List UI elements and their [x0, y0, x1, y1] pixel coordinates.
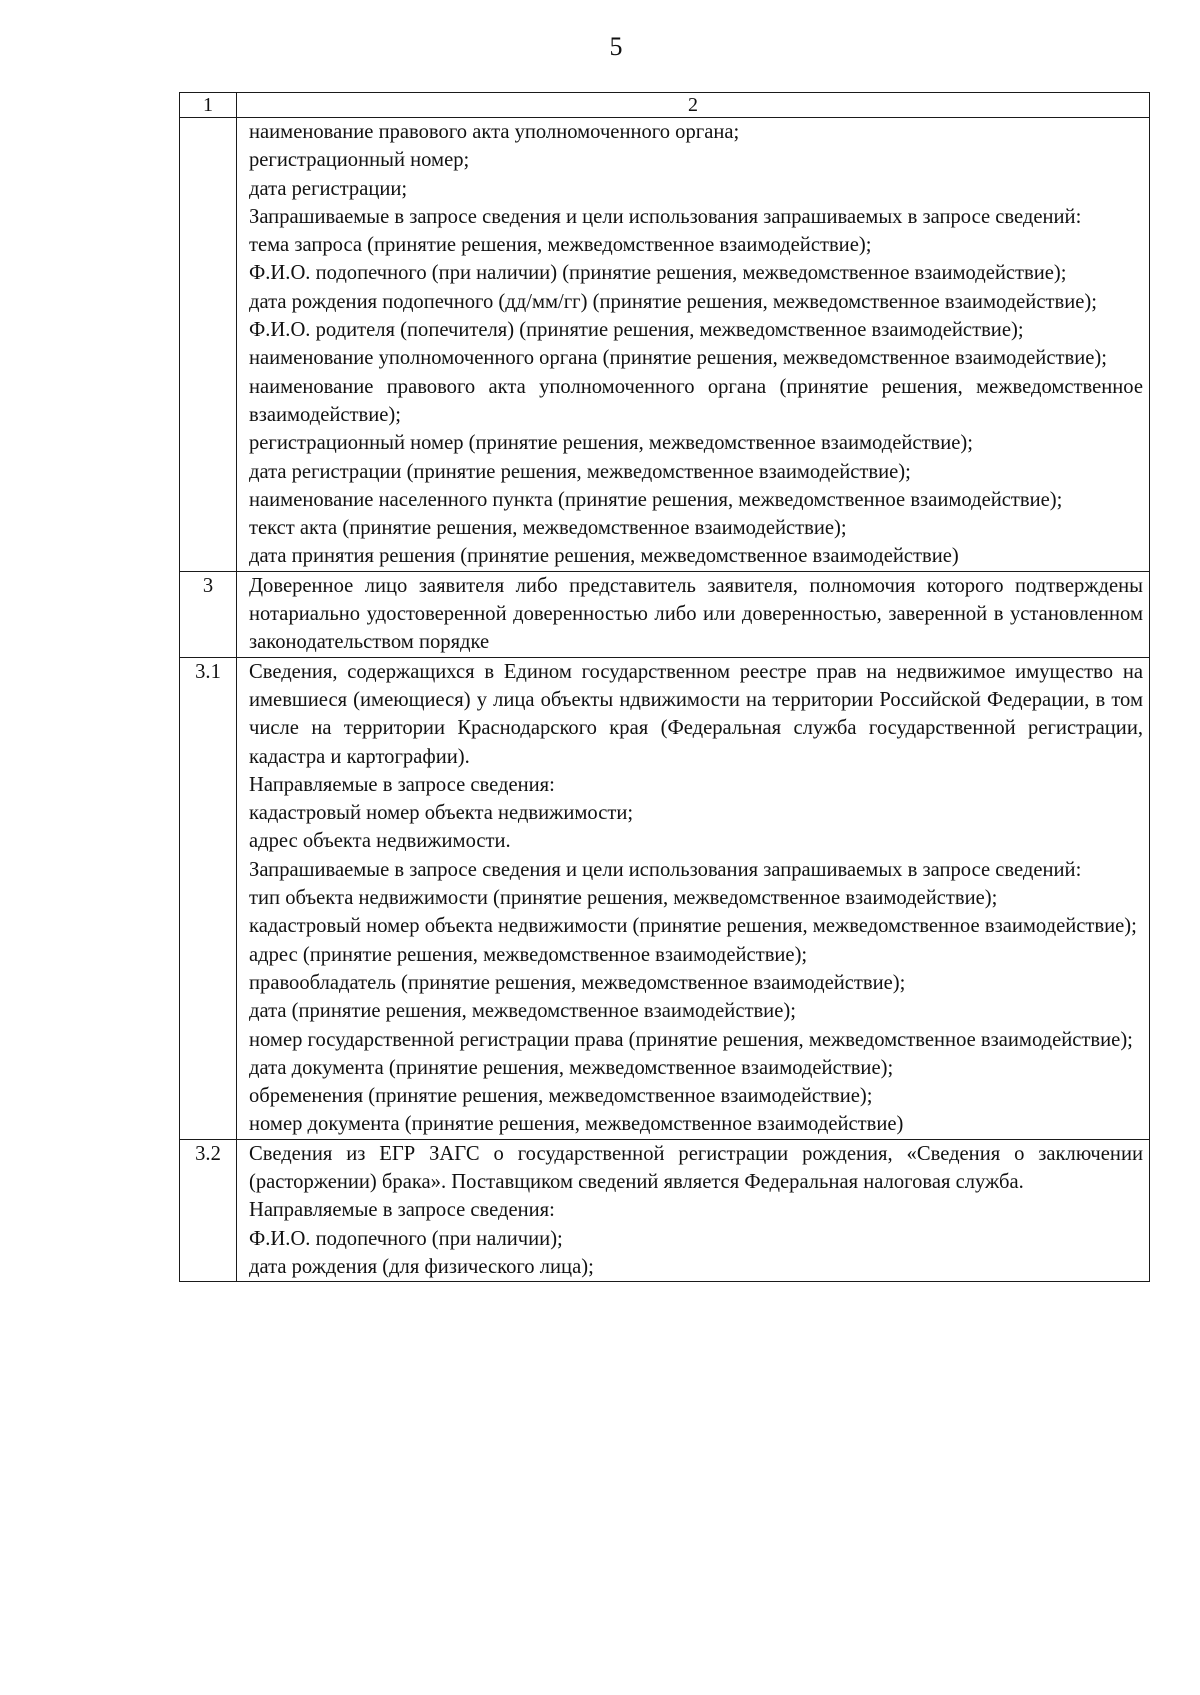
table-row [180, 657, 1150, 1139]
column-number-1: 1 [180, 93, 237, 118]
text-line: номер документа (принятие решения, межведомственное взаимодействие) [249, 1113, 904, 1136]
text-line: Ф.И.О. подопечного (при наличии) (принятие решения, межведомственное взаимодействие); [249, 262, 1067, 285]
row-number-cell: 3 [180, 571, 237, 657]
text-line: Ф.И.О. подопечного (при наличии); [249, 1227, 563, 1250]
text-line: тема запроса (принятие решения, межведомственное взаимодействие); [249, 234, 872, 257]
row-number-cell [180, 118, 237, 572]
text-line: адрес объекта недвижимости. [249, 830, 511, 853]
text-line: Запрашиваемые в запросе сведения и цели использования запрашиваемых в запросе сведений: [249, 858, 1082, 881]
table-row [180, 571, 1150, 657]
text-line: адрес (принятие решения, межведомственное взаимодействие); [249, 943, 808, 966]
text-line: дата рождения (для физического лица); [249, 1255, 594, 1278]
text-line: номер государственной регистрации права (принятие решения, межведомственное взаимодействие); [249, 1028, 1133, 1051]
text-line: наименование населенного пункта (принятие решения, межведомственное взаимодействие); [249, 488, 1063, 511]
text-line: дата принятия решения (принятие решения, межведомственное взаимодействие) [249, 545, 959, 568]
text-line: регистрационный номер (принятие решения, межведомственное взаимодействие); [249, 432, 973, 455]
text-line: текст акта (принятие решения, межведомственное взаимодействие); [249, 517, 847, 540]
text-line: Доверенное лицо заявителя либо представитель заявителя, полномочия которого подтверждены нотариально удостоверенной доверенностью либо или доверенностью, заверенной в установленном законодательством порядке [249, 574, 1143, 654]
row-text-cell [237, 1139, 1150, 1281]
text-line: дата регистрации; [249, 177, 408, 200]
text-line: наименование правового акта уполномоченного органа; [249, 121, 740, 143]
text-line: дата регистрации (принятие решения, межведомственное взаимодействие); [249, 460, 911, 483]
table-row [180, 1139, 1150, 1281]
text-line: обременения (принятие решения, межведомственное взаимодействие); [249, 1085, 873, 1108]
text-line: Сведения, содержащихся в Едином государственном реестре прав на недвижимое имущество на имевшиеся (имеющиеся) у лица объекты ндвижимости на территории Российской Федерации, в том числе на территории Краснодарского края (Федеральная служба государственной регистрации, кадастра и картографии). [249, 660, 1143, 768]
row-text-cell [237, 118, 1150, 572]
table-header-row [180, 93, 1150, 118]
text-line: наименование правового акта уполномоченного органа (принятие решения, межведомственное взаимодействие); [249, 375, 1143, 426]
text-line: дата (принятие решения, межведомственное взаимодействие); [249, 1000, 796, 1023]
text-line: Направляемые в запросе сведения: [249, 1199, 555, 1222]
text-line: Запрашиваемые в запросе сведения и цели использования запрашиваемых в запросе сведений: [249, 205, 1082, 228]
text-line: Сведения из ЕГР ЗАГС о государственной регистрации рождения, «Сведения о заключении (расторжении) брака». Поставщиком сведений является Федеральная налоговая служба. [249, 1142, 1143, 1193]
row-text-cell [237, 571, 1150, 657]
text-line: кадастровый номер объекта недвижимости (принятие решения, межведомственное взаимодействие); [249, 915, 1137, 938]
table-row [180, 118, 1150, 572]
text-line: тип объекта недвижимости (принятие решения, межведомственное взаимодействие); [249, 887, 998, 910]
text-line: кадастровый номер объекта недвижимости; [249, 802, 634, 825]
text-line: правообладатель (принятие решения, межведомственное взаимодействие); [249, 971, 906, 994]
requirements-table [179, 92, 1150, 1282]
text-line: дата рождения подопечного (дд/мм/гг) (принятие решения, межведомственное взаимодействие); [249, 290, 1097, 313]
row-number-cell: 3.1 [180, 657, 237, 1139]
text-line: наименование уполномоченного органа (принятие решения, межведомственное взаимодействие); [249, 347, 1107, 370]
text-line: регистрационный номер; [249, 149, 470, 172]
row-number-cell: 3.2 [180, 1139, 237, 1281]
column-number-2: 2 [237, 93, 1150, 118]
text-line: дата документа (принятие решения, межведомственное взаимодействие); [249, 1056, 894, 1079]
row-text-cell [237, 657, 1150, 1139]
text-line: Ф.И.О. родителя (попечителя) (принятие решения, межведомственное взаимодействие); [249, 319, 1024, 342]
text-line: Направляемые в запросе сведения: [249, 773, 555, 796]
page-number: 5 [609, 32, 623, 61]
